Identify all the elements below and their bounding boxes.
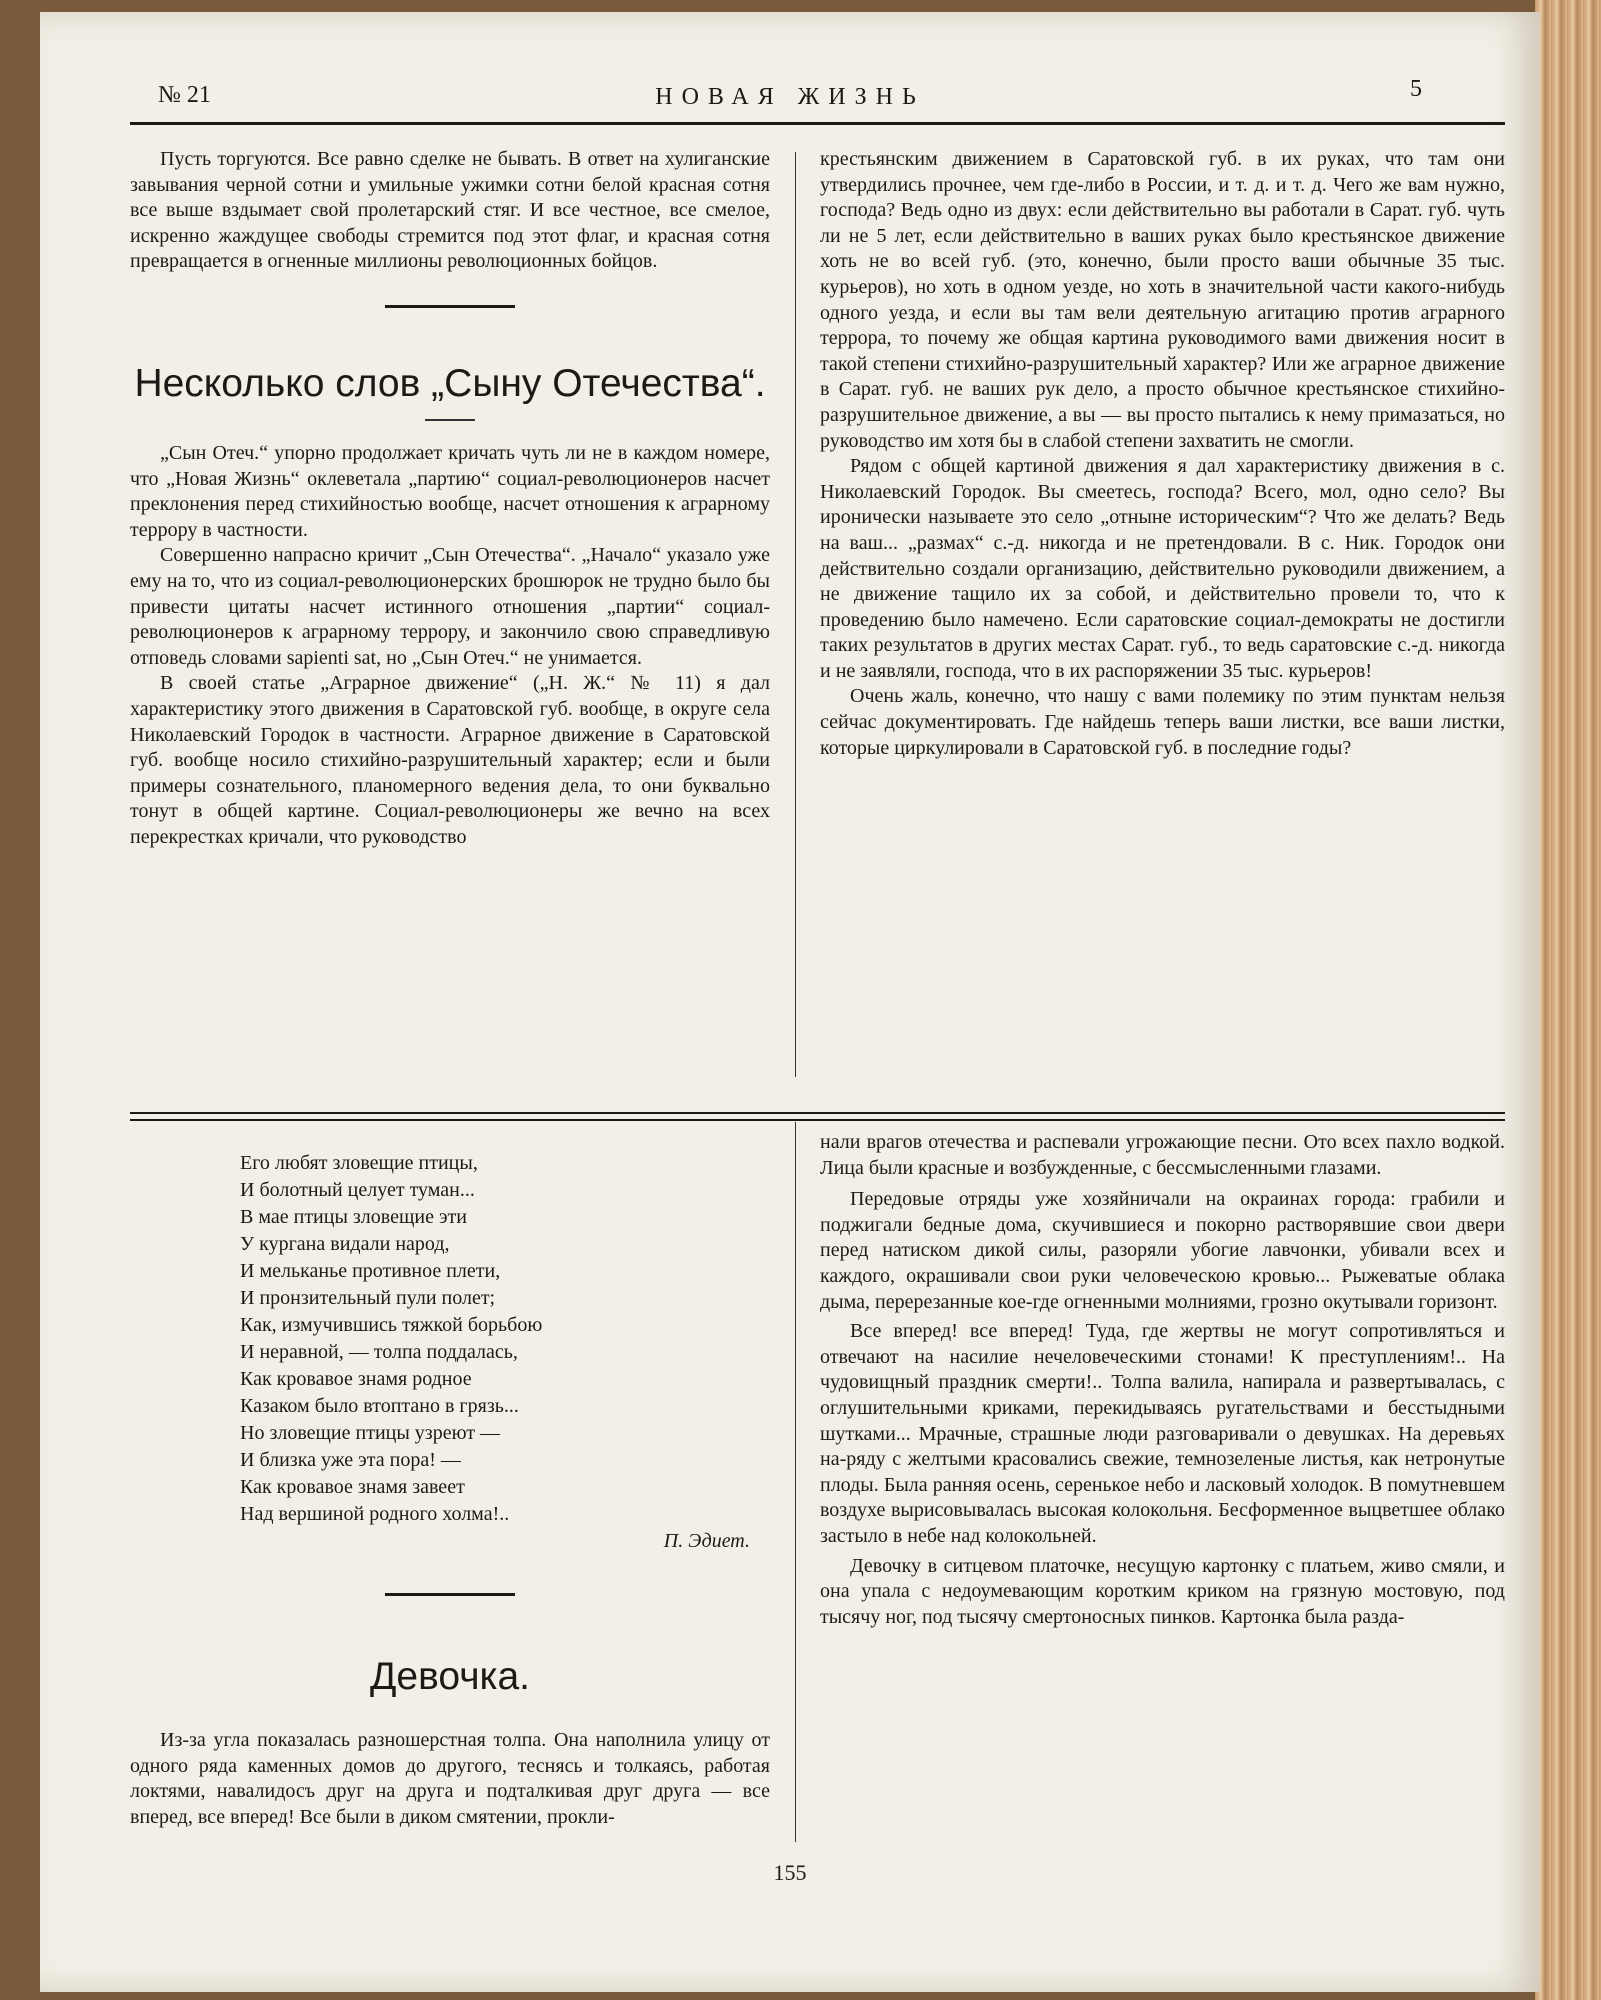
bottom-left-column [130,1132,770,1830]
poem-line: Как кровавое знамя завеет [240,1476,465,1498]
story-paragraph: Все вперед! все вперед! Туда, где жертвы не могут сопротивляться и отвечают на насилие нечеловеческими стонами! К преступлениям!.. На чудовищный праздник смерти!.. Толпа валила, напирала и развертывалась, с оглушительными криками, перекидываясь ругательствами и бесстыдными шутками... Мрачные, страшные люди разговаривали о девушках. На деревьях на-ряду с желтыми красовались свежие, темнозеленые листья, как нетронутые плоды. Была ранняя осень, серенькое небо и ласковый холодок. В помутневшем воздухе вырисовывалась высокая колокольня. Бесформенное выцветшее облако застыло в небе над колокольней. [820,1320,1505,1547]
intro-paragraph: Пусть торгуются. Все равно сделке не бывать. В ответ на хулиганские завывания черной сотни и умильные ужимки сотни белой красная сотня все выше вздымает свой пролетарский стяг. И все честное, все смелое, искренно жаждущее свободы стремится под этот флаг, и красная сотня превращается в огненные миллионы революционных бойцов. [130,148,770,273]
top-right-column [820,147,1505,761]
poem-line: У кургана видали народ, [240,1233,450,1255]
article-title: Несколько слов „Сыну Отечества“. [134,361,766,405]
article-paragraph: Рядом с общей картиной движения я дал характеристику движения в с. Николаевский Городок. Вы смеетесь, господа? Всего, мол, одно село? Вы иронически называете это село „отныне историческим“? Что же делать? Ведь на ваш... „размах“ с.-д. никогда и не претендовали. В с. Ник. Городок они действительно создали организацию, действительно руководили движением, а не движение тащило их за собой, и действительно провели то, что к проведению было намечено. Если саратовские социал-демократы не достигли таких результатов в других местах Сарат. губ., то ведь саратовские с.-д. никогда и не заявляли, господа, что в их распоряжении 35 тыс. курьеров! [820,455,1505,682]
poem-line: Как, измучившись тяжкой борьбою [240,1314,543,1336]
top-left-column [130,147,770,850]
section-separator [385,305,515,308]
story-paragraph: нали врагов отечества и распевали угрожающие песни. Ото всех пахло водкой. Лица были красные и возбужденные, с бессмысленными глазами. [820,1131,1505,1179]
story-paragraph: Из-за угла показалась разношерстная толпа. Она наполнила улицу от одного ряда каменных домов до другого, теснясь и толкаясь, работая локтями, навалидосъ друг на друга и подталкивая друг друга — все вперед, все вперед! Все были в диком смятении, прокли- [130,1729,770,1828]
poem-line: Над вершиной родного холма!.. [240,1503,510,1525]
story-paragraph: Передовые отряды уже хозяйничали на окраинах города: грабили и поджигали бедные дома, скучившиеся и покорно растворявшие свои двери перед натиском дикой силы, разоряли убогие лавчонки, убивали всех и каждого, окрашивали свои руки человеческою кровью... Рыжеватые облака дыма, перерезанные кое-где огненными молниями, грозно окутывали горизонт. [820,1188,1505,1313]
page-number: 5 [1410,76,1422,102]
book-edge [1535,0,1601,2000]
story-paragraph: Девочку в ситцевом платочке, несущую картонку с платьем, живо смяли, и она упала с недоумевающим коротким криком на грязную мостовую, под тысячу ног, под тысячу смертоносных пинков. Картонка была разда- [820,1554,1505,1628]
story-title: Девочка. [370,1655,530,1698]
header-rule [130,122,1505,125]
bottom-right-column [820,1130,1505,1630]
article-paragraph: крестьянским движением в Саратовской губ. в их руках, что там они утвердились прочнее, чем где-либо в России, и т. д. и т. д. Чего же вам нужно, господа? Ведь одно из двух: если действительно вы работали в Сарат. губ. чуть ли не 5 лет, если действительно в ваших руках было крестьянское движение хоть не во всей губ. (это, конечно, были просто ваши обычные 35 тыс. курьеров), но хоть в одном уезде, но хоть в значительной части какого-нибудь одного уезда, и если вы там вели деятельную агитацию против аграрного террора, то почему же общая картина руководимого вами движения носит в такой степени стихийно-разрушительный характер? Или же аграрное движение в Сарат. губ. не ваших рук дело, а просто обычное крестьянское стихийно-разрушительное движение, а вы — вы просто пытались к нему примазаться, но руководство им хотя бы в слабой степени захватить не смогли. [820,148,1505,452]
poem-line: Его любят зловещие птицы, [240,1152,478,1174]
article-paragraph: В своей статье „Аграрное движение“ („Н. Ж.“ № 11) я дал характеристику этого движения в Саратовской губ. вообще, в округе села Николаевский Городок в частности. Аграрное движение в Саратовской губ. вообще носило стихийно-разрушительный характер; если и были примеры сознательного, планомерного ведения дела, то они буквально тонут в общей картине. Социал-революционеры же вечно на всех перекрестках кричали, что руководство [130,672,770,848]
newspaper-title: НОВАЯ ЖИЗНЬ [655,84,925,110]
column-divider-top [795,152,796,1077]
issue-number: № 21 [158,82,211,108]
poem-line: Казаком было втоптано в грязь... [240,1395,519,1417]
title-separator [425,419,475,421]
poem-author: П. Эдиет. [663,1530,750,1552]
poem-line: И близка уже эта пора! — [240,1449,461,1471]
poem [240,1150,770,1555]
section-separator [385,1593,515,1596]
column-divider-bottom [795,1122,796,1842]
poem-line: Как кровавое знамя родное [240,1368,472,1390]
poem-line: И болотный целует туман... [240,1179,475,1201]
folio-number: 155 [773,1860,807,1885]
page-header [40,62,1540,112]
poem-line: В мае птицы зловещие эти [240,1206,467,1228]
poem-line: Но зловещие птицы узреют — [240,1422,500,1444]
poem-line: И пронзительный пули полет; [240,1287,496,1309]
article-paragraph: „Сын Отеч.“ упорно продолжает кричать чуть ли не в каждом номере, что „Новая Жизнь“ оклеветала „партию“ социал-революционеров насчет преклонения перед стихийностью вообще, насчет отношения к аграрному террору в частности. [130,441,770,541]
middle-rule [130,1112,1505,1121]
poem-line: И неравной, — толпа поддалась, [240,1341,518,1363]
newspaper-page [40,12,1540,1992]
poem-line: И мельканье противное плети, [240,1260,501,1282]
article-paragraph: Совершенно напрасно кричит „Сын Отечества“. „Начало“ указало уже ему на то, что из социал-революционерских брошюрок не трудно было бы привести цитаты насчет истинного отношения „партии“ социал-революционеров к аграрному террору, и закончило свою справедливую отповедь словами sapienti sat, но „Сын Отеч.“ не унимается. [130,544,770,669]
article-paragraph: Очень жаль, конечно, что нашу с вами полемику по этим пунктам нельзя сейчас документировать. Где найдешь теперь ваши листки, все ваши листки, которые циркулировали в Саратовской губ. в последние годы? [820,685,1505,759]
